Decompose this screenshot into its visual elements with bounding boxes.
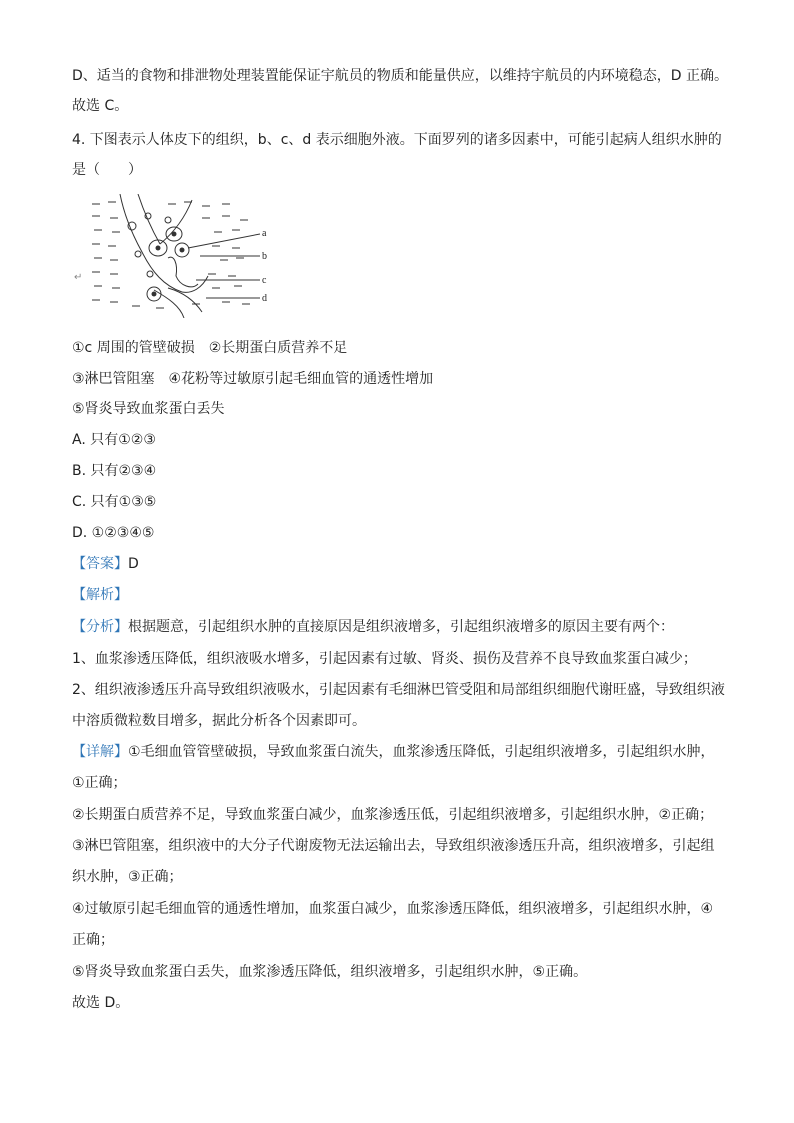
fenxi-line: 【分析】根据题意，引起组织水肿的直接原因是组织液增多，引起组织液增多的原因主要有两个： <box>72 619 674 635</box>
line-choose-c: 故选 C。 <box>72 98 129 114</box>
tissue-fluid-dashes <box>92 202 250 308</box>
answer-label: 【答案】 <box>72 556 128 572</box>
factors-line-3: ⑤肾炎导致血浆蛋白丢失 <box>72 401 225 417</box>
factors-line-2: ③淋巴管阻塞 ④花粉等过敏原引起毛细血管的通透性增加 <box>72 371 434 387</box>
option-d: D. ①②③④⑤ <box>72 525 155 541</box>
tissue-diagram <box>72 194 272 318</box>
detail-5: ⑤肾炎导致血浆蛋白丢失，血浆渗透压降低，组织液增多，引起组织水肿，⑤正确。 <box>72 964 588 980</box>
lymph-vessel <box>168 257 198 287</box>
option-b: B. 只有②③④ <box>72 463 157 479</box>
xiangjie-line: 【详解】①毛细血管管壁破损，导致血浆蛋白流失，血浆渗透压降低，引起组织液增多，引起组织水肿， <box>72 744 715 760</box>
question-4-stem-cont: 是（ ） <box>72 162 142 178</box>
detail-1-cont: ①正确； <box>72 775 127 791</box>
question-4-stem: 4. 下图表示人体皮下的组织，b、c、d 表示细胞外液。下面罗列的诸多因素中，可能引起病人组织水肿的 <box>72 132 722 148</box>
fenxi-point-2: 2、组织液渗透压升高导致组织液吸水，引起因素有毛细淋巴管受阻和局部组织细胞代谢旺盛，导致组织液 <box>72 682 725 698</box>
fenxi-point-2-cont: 中溶质微粒数目增多，据此分析各个因素即可。 <box>72 713 366 729</box>
factors-line-1: ①c 周围的管壁破损 ②长期蛋白质营养不足 <box>72 340 348 356</box>
detail-4: ④过敏原引起毛细血管的通透性增加，血浆蛋白减少，血浆渗透压降低，组织液增多，引起组织水肿，④ <box>72 901 714 917</box>
answer-line <box>72 554 139 574</box>
option-a: A. 只有①②③ <box>72 432 156 448</box>
answer-value: D <box>128 556 139 572</box>
detail-4-cont: 正确； <box>72 932 114 948</box>
detail-3-cont: 织水肿，③正确； <box>72 869 183 885</box>
return-mark: ↵ <box>74 272 83 283</box>
fenxi-point-1: 1、血浆渗透压降低，组织液吸水增多，引起因素有过敏、肾炎、损伤及营养不良导致血浆蛋白减少； <box>72 651 697 667</box>
line-d-option: D、适当的食物和排泄物处理装置能保证宇航员的物质和能量供应，以维持宇航员的内环境稳态，D 正确。 <box>72 68 729 84</box>
label-d: d <box>262 293 267 304</box>
fenxi-label: 【分析】 <box>72 619 128 635</box>
xiangjie-label: 【详解】 <box>72 744 128 760</box>
leader-a <box>188 234 260 248</box>
detail-3: ③淋巴管阻塞，组织液中的大分子代谢废物无法运输出去，导致组织液渗透压升高，组织液增多，引起组 <box>72 838 715 854</box>
label-b: b <box>262 251 267 262</box>
option-c: C. 只有①③⑤ <box>72 494 157 510</box>
label-a: a <box>262 228 267 239</box>
analysis-heading: 【解析】 <box>72 587 128 603</box>
label-c: c <box>262 275 267 286</box>
detail-2: ②长期蛋白质营养不足，导致血浆蛋白减少，血浆渗透压低，引起组织液增多，引起组织水肿，②正确； <box>72 807 714 823</box>
conclusion: 故选 D。 <box>72 995 130 1011</box>
